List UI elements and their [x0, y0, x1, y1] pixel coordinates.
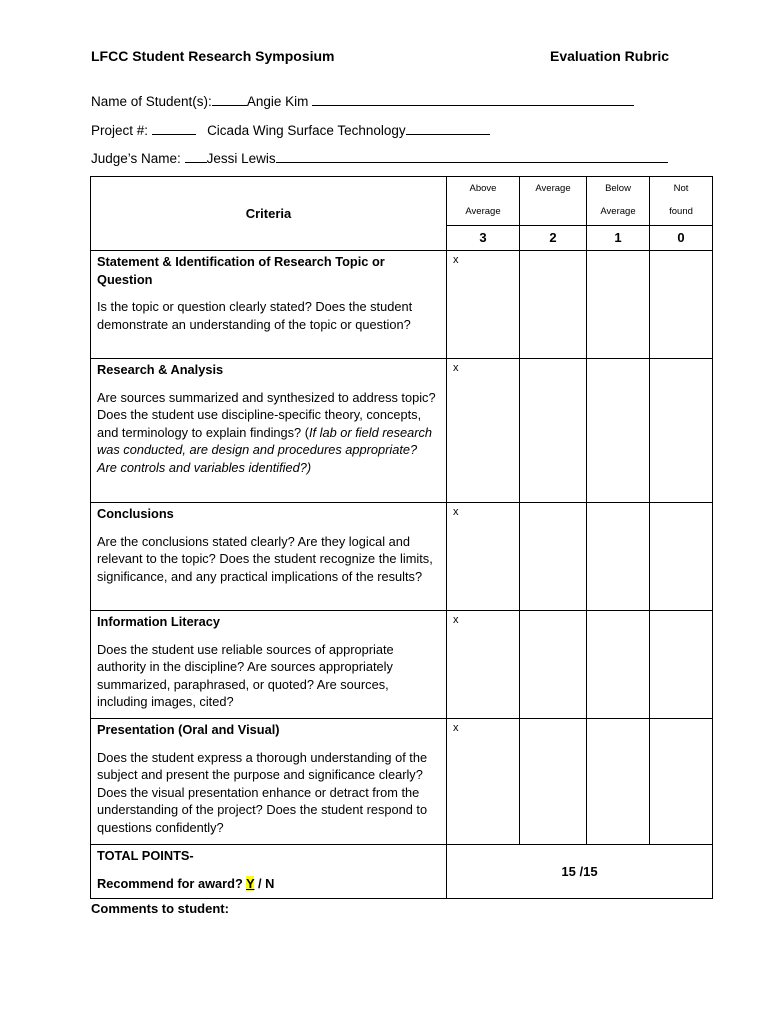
criterion-italic-note: If lab or field research was conducted, are design and procedures appropriate? Are controls and variables identified?) — [97, 424, 433, 475]
blank-line — [406, 122, 490, 135]
total-points-label: TOTAL POINTS- — [97, 848, 194, 863]
score-cell-average[interactable] — [520, 611, 587, 719]
rating-header-average: Average — [520, 177, 587, 226]
score-value-2: 2 — [520, 226, 587, 251]
criterion-title: Conclusions — [97, 506, 174, 521]
criterion-title: Research & Analysis — [97, 362, 224, 377]
score-cell-below-average[interactable] — [587, 503, 650, 611]
total-score: 15 /15 — [447, 845, 713, 899]
criterion-title: Information Literacy — [97, 614, 221, 629]
criterion-description: Does the student express a thorough understanding of the subject and present the purpose and significance clearly? Does the visual presentation enhance or detract from the understanding of the project? Does the student respond to questions confidently? — [97, 749, 428, 835]
criterion-cell — [91, 611, 447, 719]
student-name-label: Name of Student(s): — [91, 94, 212, 109]
comments-label: Comments to student: — [91, 901, 229, 916]
criterion-cell — [91, 719, 447, 845]
table-row — [91, 503, 713, 611]
criterion-cell — [91, 503, 447, 611]
criterion-description: Is the topic or question clearly stated? Does the student demonstrate an understanding of the topic or question? — [97, 299, 413, 332]
blank-line — [212, 93, 247, 106]
judge-label: Judge’s Name: — [91, 151, 181, 166]
criterion-description: Does the student use reliable sources of appropriate authority in the discipline? Are sources appropriately summarized, paraphrased, or quoted? Are sources, including images, cited? — [97, 641, 394, 710]
criteria-header: Criteria — [91, 177, 447, 251]
table-row — [91, 611, 713, 719]
project-number-blank[interactable] — [152, 122, 196, 135]
score-cell-not-found[interactable] — [650, 359, 713, 503]
score-value-1: 1 — [587, 226, 650, 251]
score-cell-above-average[interactable]: x — [447, 359, 520, 503]
blank-line — [185, 150, 207, 163]
score-value-3: 3 — [447, 226, 520, 251]
recommend-yes-selected[interactable]: Y — [246, 875, 255, 891]
score-cell-average[interactable] — [520, 359, 587, 503]
score-cell-not-found[interactable] — [650, 251, 713, 359]
score-cell-average[interactable] — [520, 251, 587, 359]
total-row — [91, 845, 713, 899]
rating-header-above-average: Above Average — [447, 177, 520, 226]
form-title: Evaluation Rubric — [550, 48, 670, 64]
project-line — [91, 122, 490, 138]
judge-line — [91, 150, 668, 166]
criterion-title: Presentation (Oral and Visual) — [97, 722, 280, 737]
symposium-title: LFCC Student Research Symposium — [91, 48, 335, 64]
rating-header-not-found: Not found — [650, 177, 713, 226]
score-cell-average[interactable] — [520, 503, 587, 611]
score-cell-not-found[interactable] — [650, 503, 713, 611]
table-row — [91, 359, 713, 503]
total-label-cell — [91, 845, 447, 899]
score-cell-above-average[interactable]: x — [447, 719, 520, 845]
criterion-description: Are the conclusions stated clearly? Are they logical and relevant to the topic? Does the student recognize the limits, significance, and any practical implications of the results? — [97, 533, 433, 584]
project-title-value[interactable]: Cicada Wing Surface Technology — [207, 123, 406, 138]
score-cell-not-found[interactable] — [650, 611, 713, 719]
score-cell-above-average[interactable]: x — [447, 251, 520, 359]
criterion-description: Are sources summarized and synthesized to address topic? Does the student use discipline-specific theory, concepts, and terminology to explain findings? (If lab or field research was conducted, are design and procedures appropriate? Are controls and variables identified?) — [97, 389, 436, 475]
score-cell-not-found[interactable] — [650, 719, 713, 845]
recommend-no-option[interactable]: / N — [254, 875, 275, 891]
table-row — [91, 719, 713, 845]
table-row — [91, 251, 713, 359]
score-value-0: 0 — [650, 226, 713, 251]
criterion-cell — [91, 251, 447, 359]
judge-name-value[interactable]: Jessi Lewis — [206, 151, 276, 166]
score-cell-below-average[interactable] — [587, 611, 650, 719]
score-cell-above-average[interactable]: x — [447, 503, 520, 611]
student-name-value[interactable]: Angie Kim — [246, 94, 309, 109]
student-name-line — [91, 93, 634, 109]
criterion-cell — [91, 359, 447, 503]
score-cell-below-average[interactable] — [587, 359, 650, 503]
score-cell-above-average[interactable]: x — [447, 611, 520, 719]
rating-header-below-average: Below Average — [587, 177, 650, 226]
project-label: Project #: — [91, 123, 149, 138]
blank-line — [276, 150, 668, 163]
blank-line — [312, 93, 634, 106]
recommend-award-line: Recommend for award? Y / N — [97, 875, 275, 891]
criterion-title: Statement & Identification of Research Topic or Question — [97, 254, 385, 287]
score-cell-below-average[interactable] — [587, 251, 650, 359]
score-cell-below-average[interactable] — [587, 719, 650, 845]
rubric-table — [90, 176, 713, 899]
score-cell-average[interactable] — [520, 719, 587, 845]
